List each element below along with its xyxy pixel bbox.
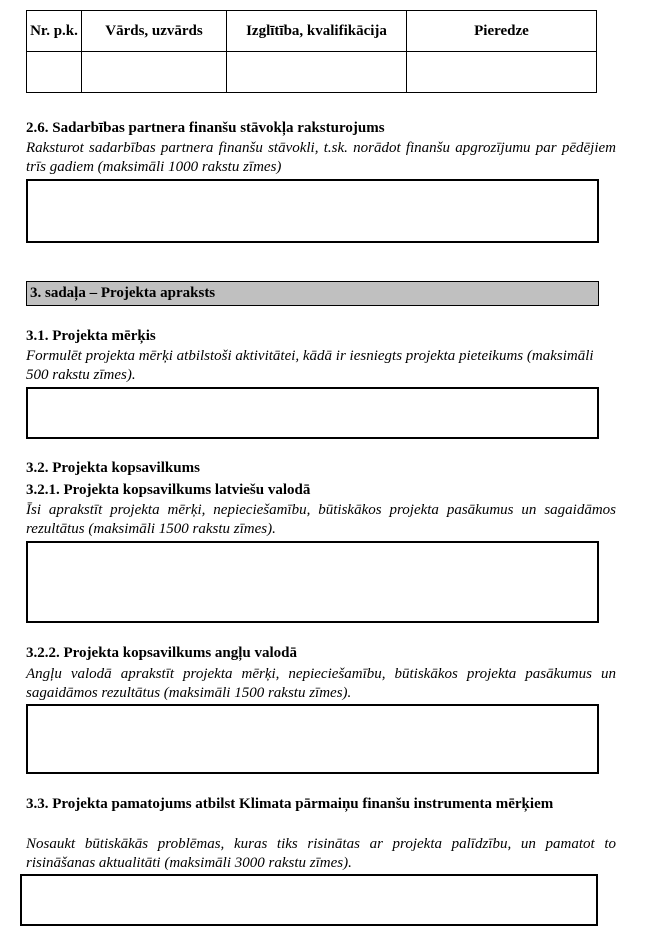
desc-3-3: Nosaukt būtiskākās problēmas, kuras tiks risinātas ar projekta palīdzību, un pamatot to risināšanas aktualitāti (maksimāli 3000 rakstu zīmes).	[26, 836, 616, 871]
heading-3-2-1: 3.2.1. Projekta kopsavilkums latviešu valodā	[26, 482, 311, 498]
staff-table-header-row	[27, 11, 597, 52]
staff-table	[26, 10, 597, 93]
table-row	[27, 52, 597, 93]
desc-2-6: Raksturot sadarbības partnera finanšu stāvokli, t.sk. norādot finanšu apgrozījumu par pēdējiem trīs gadiem (maksimāli 1000 rakstu zīmes)	[26, 140, 616, 175]
desc-3-1: Formulēt projekta mērķi atbilstoši aktivitātei, kādā ir iesniegts projekta pieteikums (maksimāli 500 rakstu zīmes).	[26, 348, 594, 383]
project-goal-field[interactable]	[26, 387, 599, 439]
heading-3-3: 3.3. Projekta pamatojums atbilst Klimata pārmaiņu finanšu instrumenta mērķiem	[26, 796, 554, 812]
financial-state-field[interactable]	[26, 179, 599, 243]
summary-en-field[interactable]	[26, 704, 599, 774]
heading-3-2: 3.2. Projekta kopsavilkums	[26, 460, 200, 476]
col-header-name: Vārds, uzvārds	[82, 11, 227, 52]
desc-3-2-2: Angļu valodā aprakstīt projekta mērķi, nepieciešamību, būtiskākos projekta pasākumus un sagaidāmos rezultātus (maksimāli 1500 rakstu zīmes).	[26, 666, 616, 701]
cell-nr[interactable]	[27, 52, 82, 93]
col-header-nr: Nr. p.k.	[27, 11, 82, 52]
summary-lv-field[interactable]	[26, 541, 599, 623]
justification-field[interactable]	[20, 874, 598, 926]
cell-name[interactable]	[82, 52, 227, 93]
heading-3-2-2: 3.2.2. Projekta kopsavilkums angļu valodā	[26, 645, 298, 661]
col-header-education: Izglītība, kvalifikācija	[227, 11, 407, 52]
cell-experience[interactable]	[407, 52, 597, 93]
section-3-bar: 3. sadaļa – Projekta apraksts	[26, 281, 599, 306]
desc-3-2-1: Īsi aprakstīt projekta mērķi, nepieciešamību, būtiskākos projekta pasākumus un sagaidāmos rezultātus (maksimāli 1500 rakstu zīmes).	[26, 502, 616, 537]
cell-education[interactable]	[227, 52, 407, 93]
col-header-experience: Pieredze	[407, 11, 597, 52]
heading-2-6: 2.6. Sadarbības partnera finanšu stāvokļa raksturojums	[26, 120, 385, 136]
heading-3-1: 3.1. Projekta mērķis	[26, 328, 156, 344]
